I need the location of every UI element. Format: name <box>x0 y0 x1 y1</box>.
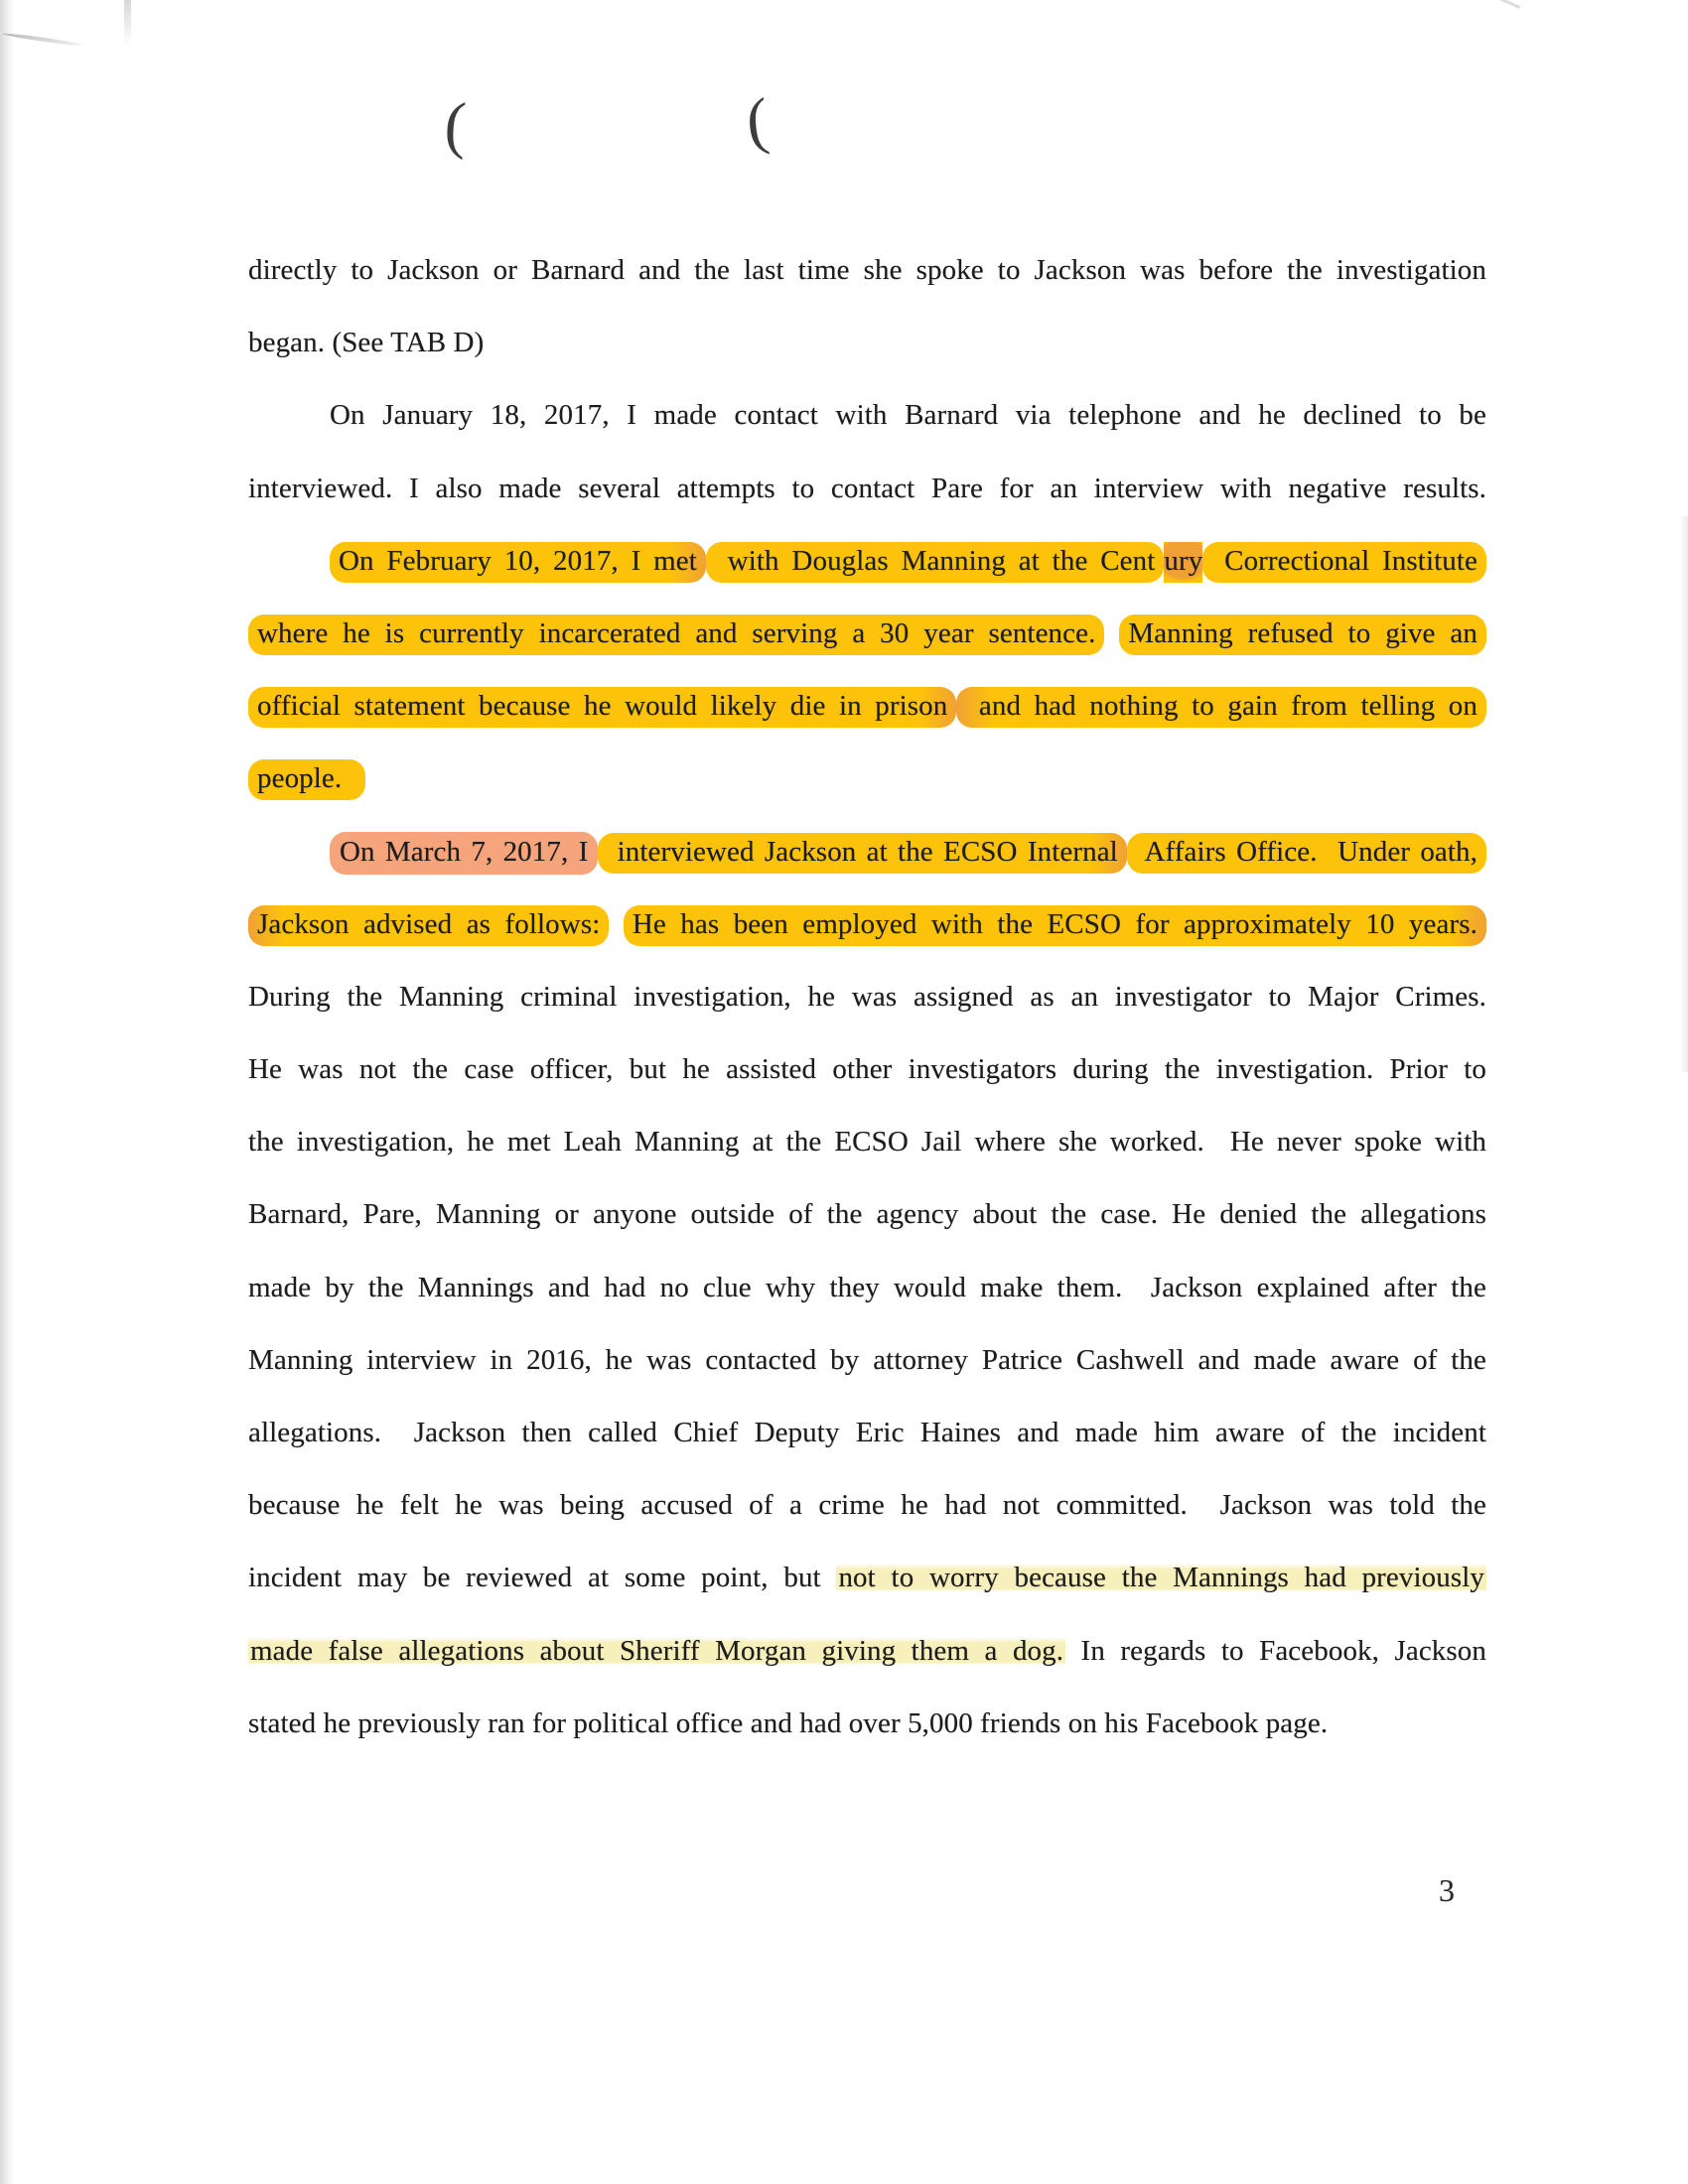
text-segment: interviewed. I also made several attempts to contact Pare for an interview with negative results. <box>248 472 1486 504</box>
text-segment <box>609 908 623 940</box>
text-line <box>248 1615 1486 1688</box>
highlighted-text-segment: interviewed Jackson at the ECSO Internal <box>598 833 1126 874</box>
text-line <box>248 1469 1486 1542</box>
text-line <box>248 1397 1486 1469</box>
scan-top-right-mark <box>1492 0 1521 9</box>
text-line <box>248 379 1486 452</box>
highlighted-text-segment: made false allegations about Sheriff Morgan giving them a dog. <box>250 1634 1064 1667</box>
scan-corner-curl-mark <box>2 32 87 48</box>
page-number: 3 <box>1439 1872 1455 1908</box>
text-line <box>248 453 1486 525</box>
highlighted-text-segment: people. <box>248 759 365 800</box>
text-segment: Manning interview in 2016, he was contacted by attorney Patrice Cashwell and made aware of the <box>248 1343 1486 1376</box>
text-segment: He was not the case officer, but he assisted other investigators during the investigation. Prior to <box>248 1053 1486 1086</box>
text-line <box>248 525 1486 598</box>
highlighted-text-segment: official statement because he would likely die in prison <box>248 687 956 728</box>
scan-paren-mark-right: ( <box>743 84 772 157</box>
text-segment: because he felt he was being accused of a crime he had not committed. Jackson was told the <box>248 1489 1486 1522</box>
scan-paren-mark-left: ( <box>443 88 469 161</box>
text-segment: During the Manning criminal investigation, he was assigned as an investigator to Major Crimes. <box>248 980 1486 1013</box>
text-segment: Barnard, Pare, Manning or anyone outside of the agency about the case. He denied the allegations <box>248 1198 1486 1231</box>
document-text-block <box>248 234 1486 1760</box>
highlighted-text-segment: He has been employed with the ECSO for approximately 10 years. <box>624 905 1486 946</box>
text-line <box>248 670 1486 743</box>
text-segment: On January 18, 2017, I made contact with Barnard via telephone and he declined to be <box>330 399 1486 432</box>
text-line <box>248 743 1486 815</box>
text-line <box>248 888 1486 961</box>
text-line <box>248 1324 1486 1397</box>
text-line <box>248 1033 1486 1106</box>
text-segment: allegations. Jackson then called Chief Deputy Eric Haines and made him aware of the incident <box>248 1417 1486 1448</box>
text-line <box>248 816 1486 888</box>
highlighted-text-segment: and had nothing to gain from telling on <box>956 687 1486 728</box>
text-segment: In regards to Facebook, Jackson <box>1065 1634 1486 1667</box>
highlighted-text-segment: where he is currently incarcerated and serving a 30 year sentence. <box>248 614 1104 655</box>
text-segment: directly to Jackson or Barnard and the last time she spoke to Jackson was before the investigation <box>248 254 1486 286</box>
highlighted-text-segment: Manning refused to give an <box>1119 614 1486 655</box>
text-segment <box>1104 617 1119 649</box>
text-segment: made by the Mannings and had no clue why they would make them. Jackson explained after the <box>248 1271 1486 1303</box>
text-line <box>248 307 1486 379</box>
text-line <box>248 1252 1486 1324</box>
highlighted-text-segment: Correctional Institute <box>1202 542 1486 583</box>
highlighted-text-segment: Affairs Office. Under oath, <box>1127 833 1486 874</box>
highlighted-text-segment: not to worry because the Mannings had previously <box>838 1562 1484 1594</box>
text-line <box>248 1542 1486 1614</box>
scan-edge-right <box>1680 516 1688 1072</box>
scan-streak-mark <box>124 0 131 46</box>
highlighted-text-segment: ury <box>1164 542 1202 583</box>
scan-edge-left <box>0 0 14 2184</box>
highlighted-text-segment: On March 7, 2017, I <box>330 832 598 875</box>
highlighted-text-segment: with Douglas Manning at the Cent <box>706 542 1164 583</box>
highlighted-text-segment: On February 10, 2017, I met <box>330 542 706 583</box>
text-segment: the investigation, he met Leah Manning at the ECSO Jail where she worked. He never spoke with <box>248 1126 1486 1159</box>
text-line <box>248 1688 1486 1760</box>
text-line <box>248 598 1486 670</box>
text-segment: incident may be reviewed at some point, but <box>248 1562 837 1594</box>
text-line <box>248 1178 1486 1251</box>
text-line <box>248 234 1486 307</box>
text-line <box>248 1106 1486 1178</box>
text-line <box>248 961 1486 1033</box>
highlighted-text-segment: Jackson advised as follows: <box>248 905 609 946</box>
text-segment: stated he previously ran for political office and had over 5,000 friends on his Facebook page. <box>248 1706 1329 1739</box>
text-segment: began. (See TAB D) <box>248 327 485 359</box>
